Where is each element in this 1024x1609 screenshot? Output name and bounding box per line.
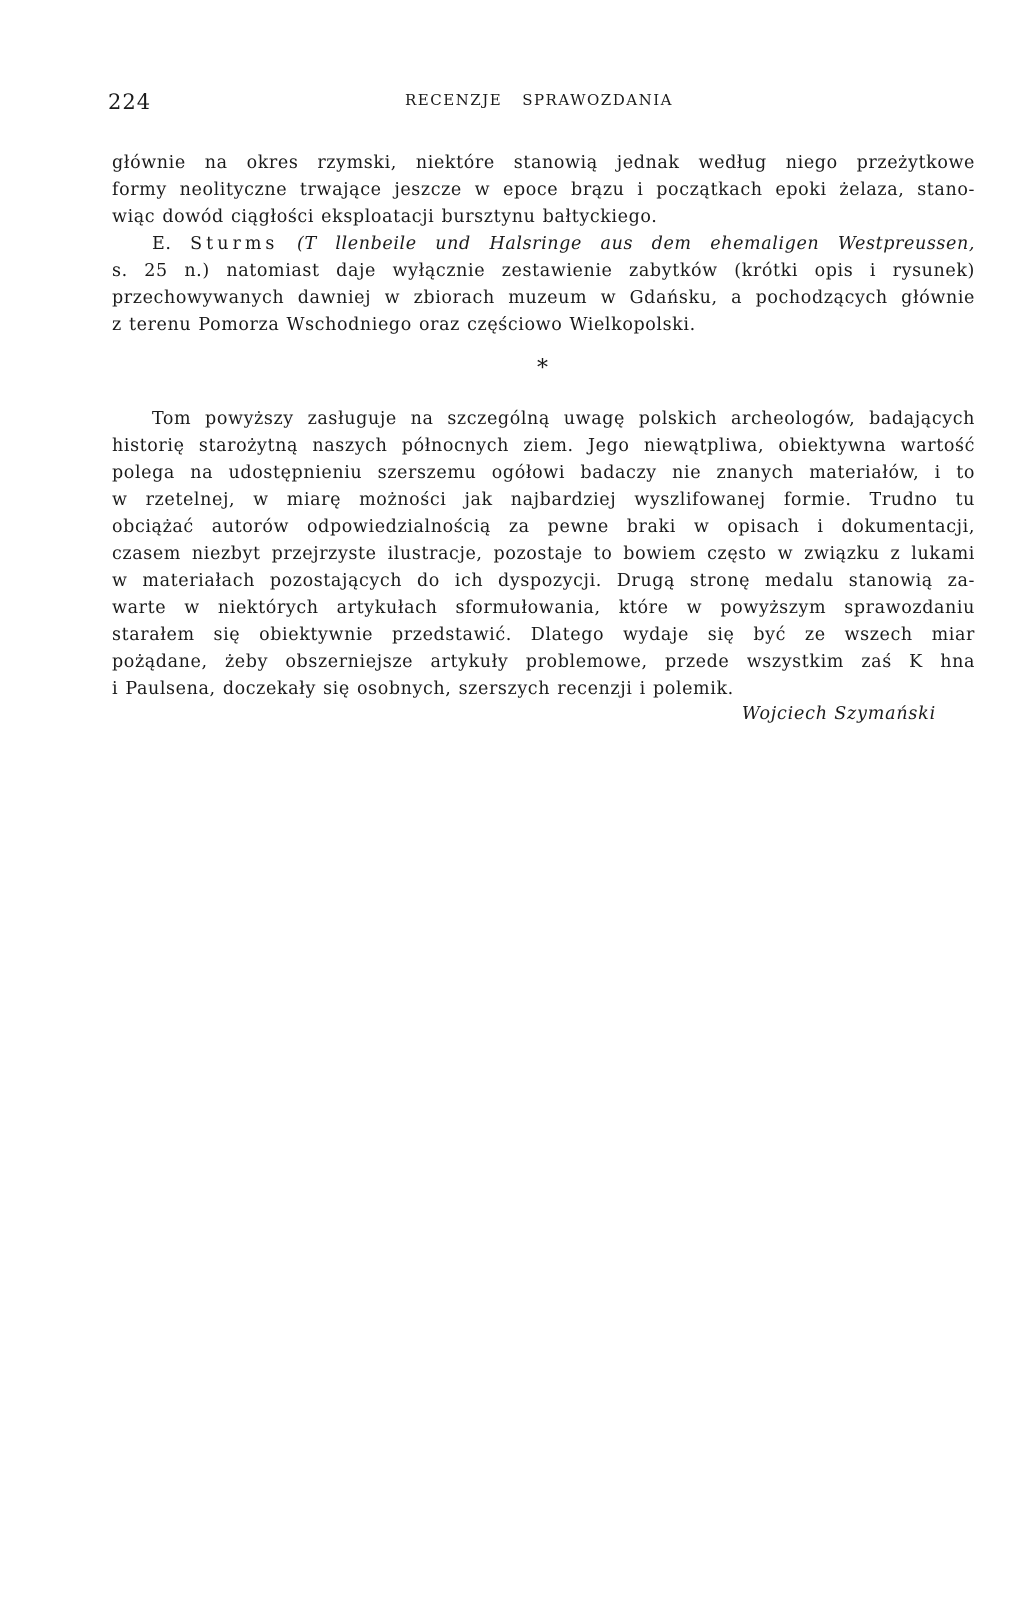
running-head bbox=[405, 91, 673, 109]
author-initial: E. bbox=[152, 234, 172, 254]
running-head-left: RECENZJE bbox=[405, 91, 503, 109]
text-line: w rzetelnej, w miarę możności jak najbardziej wyszlifowanej formie. Trudno tu bbox=[112, 490, 975, 510]
page-number: 224 bbox=[108, 90, 152, 114]
text-line: czasem niezbyt przejrzyste ilustracje, pozostaje to bowiem często w związku z lukami bbox=[112, 544, 975, 564]
work-title: (T llenbeile und Halsringe aus dem ehemaligen Westpreussen, bbox=[297, 234, 975, 254]
text-line: historię starożytną naszych północnych ziem. Jego niewątpliwa, obiektywna wartość bbox=[112, 436, 975, 456]
text-line: s. 25 n.) natomiast daje wyłącznie zestawienie zabytków (krótki opis i rysunek) bbox=[112, 261, 975, 281]
text-line: obciążać autorów odpowiedzialnością za pewne braki w opisach i dokumentacji, bbox=[112, 517, 975, 537]
running-head-right: SPRAWOZDANIA bbox=[522, 91, 673, 109]
paragraph-2 bbox=[112, 406, 975, 703]
text-line: i Paulsena, doczekały się osobnych, szerszych recenzji i polemik. bbox=[112, 679, 734, 699]
text-line: głównie na okres rzymski, niektóre stanowią jednak według niego przeżytkowe bbox=[112, 153, 975, 173]
text-line: wiąc dowód ciągłości eksploatacji bursztynu bałtyckiego. bbox=[112, 207, 658, 227]
text-line: polega na udostępnieniu szerszemu ogółowi badaczy nie znanych materiałów, i to bbox=[112, 463, 975, 483]
author-signature: Wojciech Szymański bbox=[741, 704, 936, 724]
text-line bbox=[112, 231, 975, 258]
paragraph-1 bbox=[112, 150, 975, 339]
text-line: starałem się obiektywnie przedstawić. Dlatego wydaje się być ze wszech miar bbox=[112, 625, 975, 645]
text-line: Tom powyższy zasługuje na szczególną uwagę polskich archeologów, badających bbox=[152, 409, 975, 429]
text-line: warte w niektórych artykułach sformułowania, które w powyższym sprawozdaniu bbox=[112, 598, 975, 618]
section-separator: * bbox=[537, 356, 548, 381]
text-line: przechowywanych dawniej w zbiorach muzeum w Gdańsku, a pochodzących głównie bbox=[112, 288, 975, 308]
text-line: formy neolityczne trwające jeszcze w epoce brązu i początkach epoki żelaza, stano- bbox=[112, 180, 975, 200]
text-line: w materiałach pozostających do ich dyspozycji. Drugą stronę medalu stanowią za- bbox=[112, 571, 975, 591]
text-line: pożądane, żeby obszerniejsze artykuły problemowe, przede wszystkim zaś K hna bbox=[112, 652, 975, 672]
author-name: Sturms bbox=[190, 234, 279, 254]
text-line: z terenu Pomorza Wschodniego oraz częściowo Wielkopolski. bbox=[112, 315, 696, 335]
